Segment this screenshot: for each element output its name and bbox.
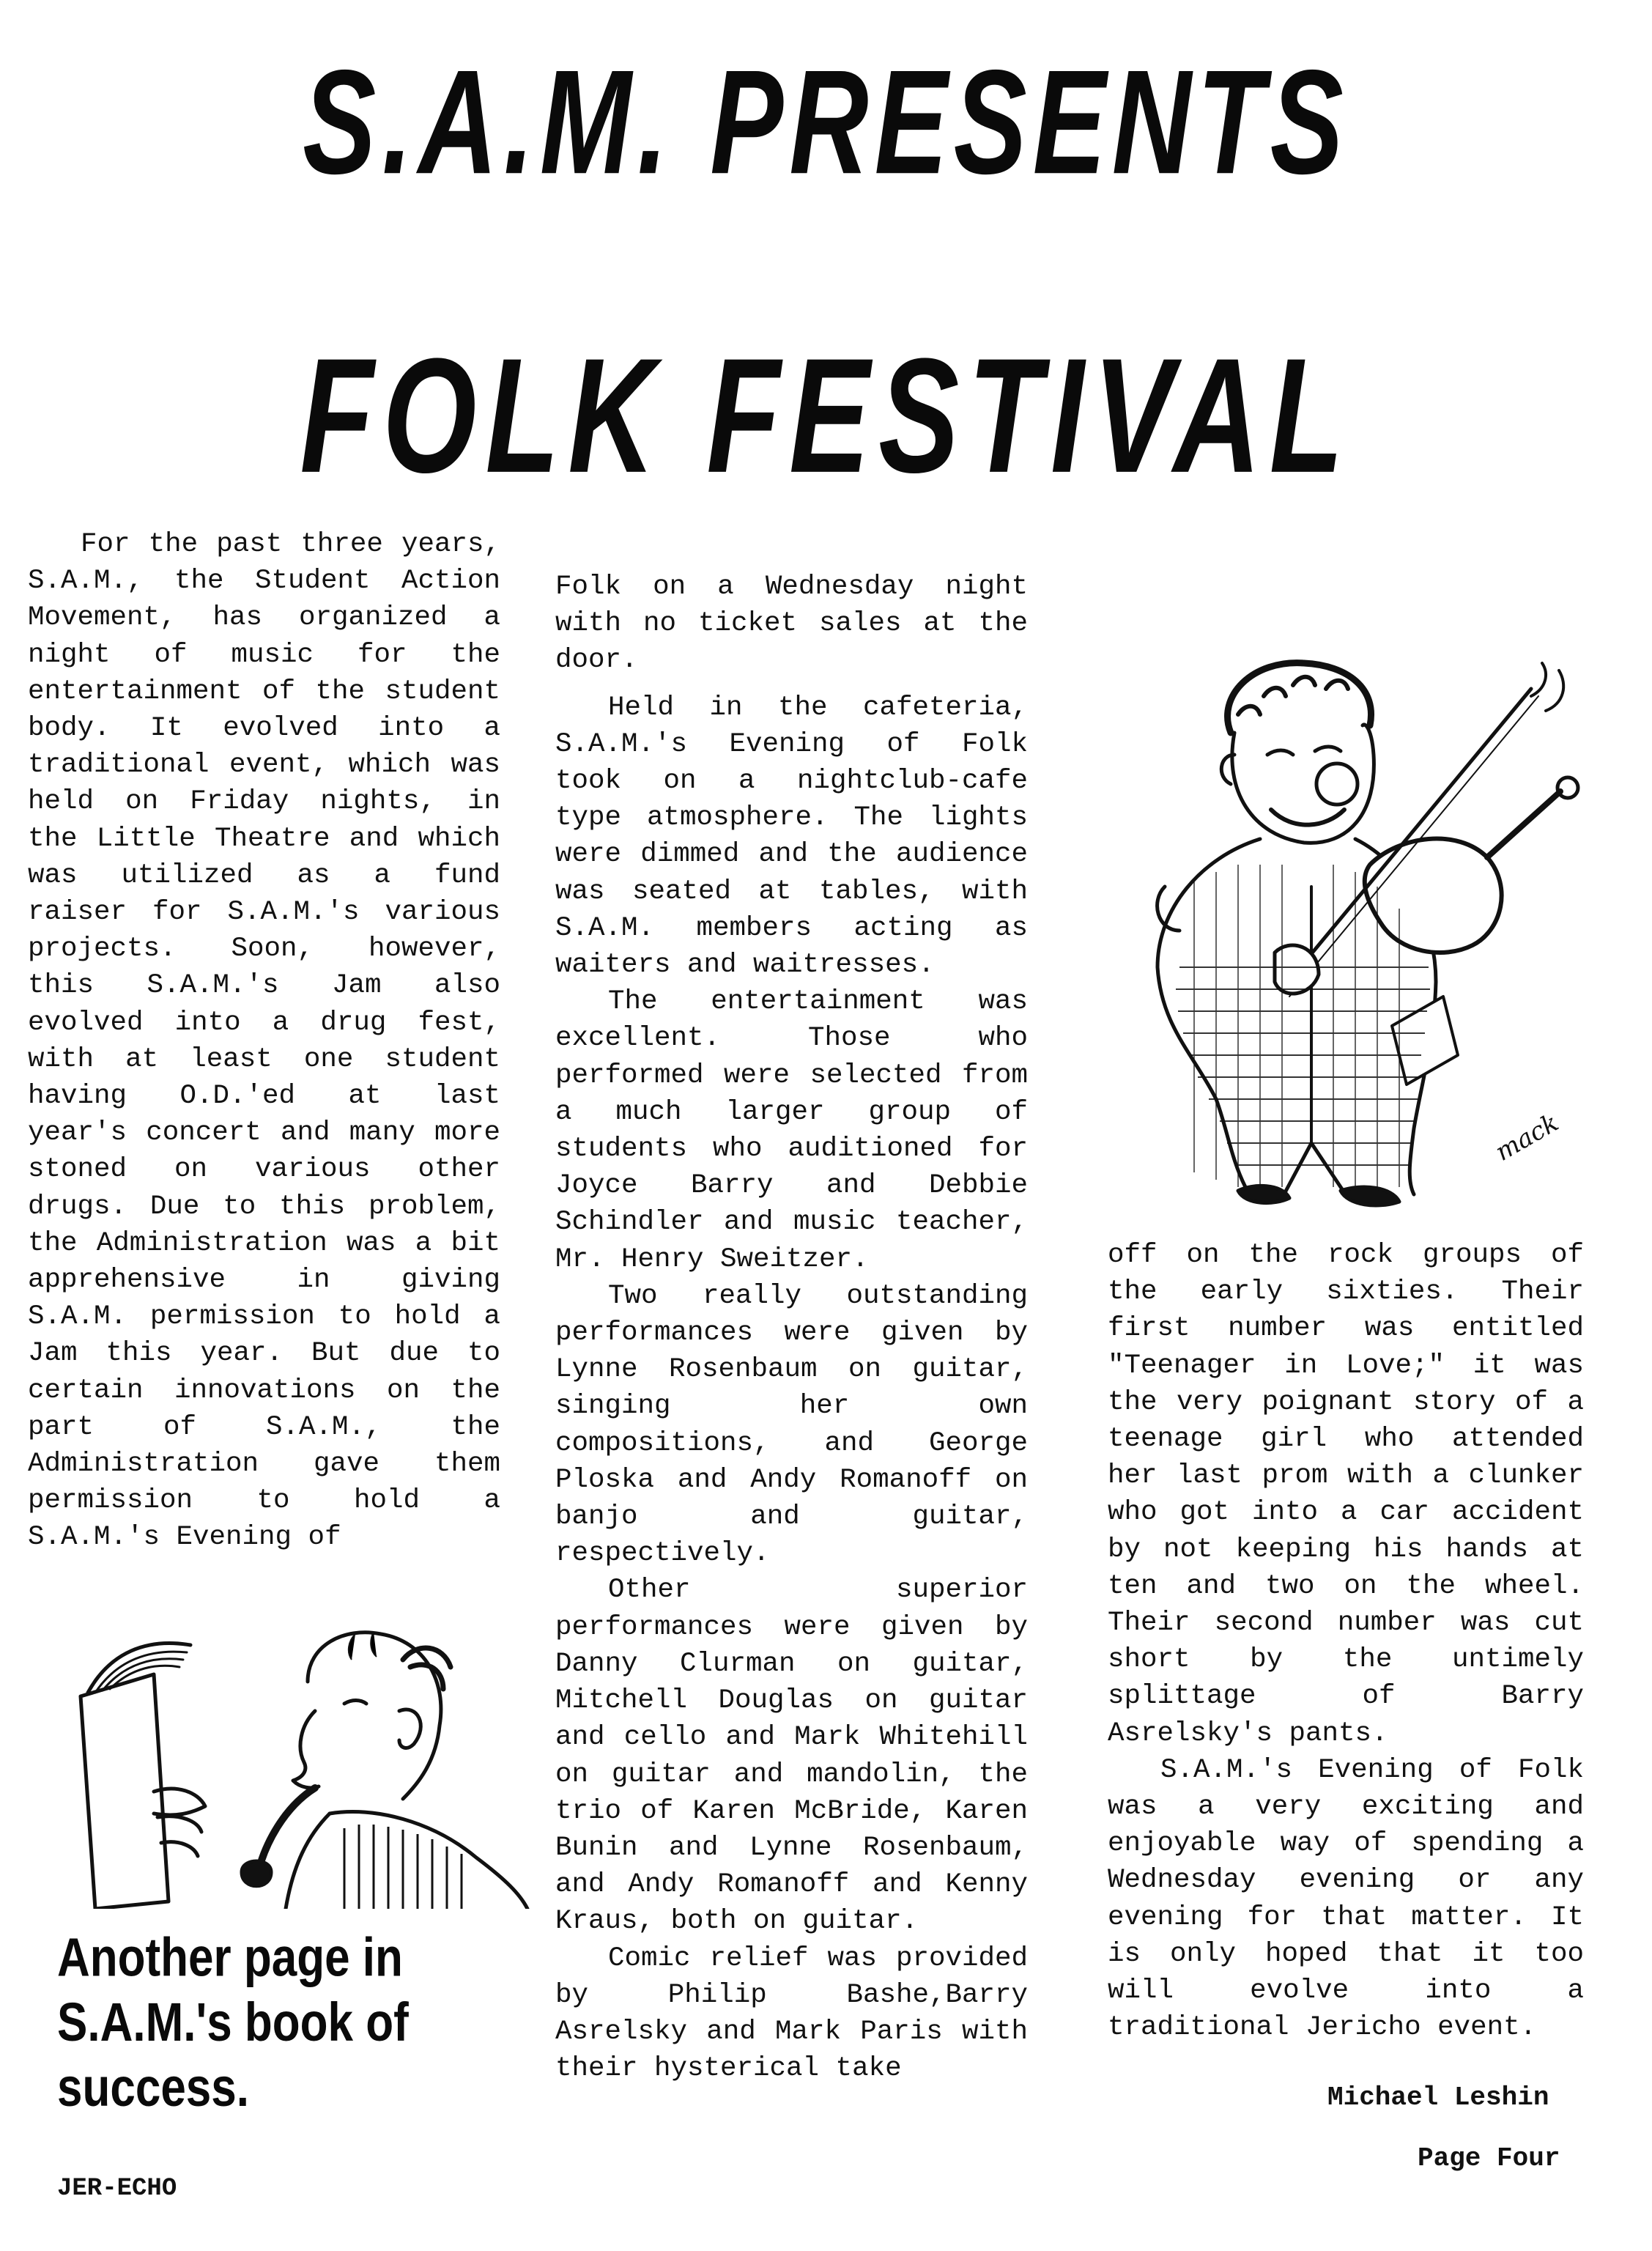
article-column-2 — [555, 569, 1028, 2087]
article-paragraph: Folk on a Wednesday night with no ticket sales at the door. — [555, 572, 1028, 676]
violinist-cartoon-illustration — [1092, 645, 1604, 1209]
article-paragraph: Other superior performances were given by Danny Clurman on guitar, Mitchell Douglas on guitar and cello and Mark Whitehill on guitar and mandolin, the trio of Karen McBride, Karen Bunin and Lynne Rosenbaum, and Andy Romanoff and Kenny Kraus, both on guitar. — [555, 1575, 1028, 1937]
headline-sam-presents: S.A.M. PRESENTS — [303, 38, 1349, 205]
article-paragraph: Comic relief was provided by Philip Bashe,Barry Asrelsky and Mark Paris with their hysterical take — [555, 1943, 1028, 2085]
author-byline: Michael Leshin — [1327, 2082, 1549, 2113]
reader-with-pipe-cartoon-illustration — [66, 1623, 535, 1909]
article-column-1 — [28, 526, 500, 1556]
article-paragraph: Two really outstanding performances were given by Lynne Rosenbaum on guitar, singing her own compositions, and George Ploska and Andy Romanoff on banjo and guitar, respectively. — [555, 1280, 1028, 1570]
article-paragraph: The entertainment was excellent. Those who performed were selected from a much larger group of students who auditioned for Joyce Barry and Debbie Schindler and music teacher, Mr. Henry Sweitzer. — [555, 986, 1028, 1275]
article-paragraph: Held in the cafeteria, S.A.M.'s Evening of Folk took on a nightclub-cafe type atmosphere. The lights were dimmed and the audience was seated at tables, with S.A.M. members acting as waiters and waitresses. — [555, 692, 1028, 981]
article-column-3 — [1108, 1237, 1584, 2046]
cartoon-caption: Another page in S.A.M.'s book of success. — [57, 1927, 409, 2118]
article-paragraph: S.A.M.'s Evening of Folk was a very exciting and enjoyable way of spending a Wednesday evening or any evening for that matter. It is only hoped that it too will evolve into a traditional Jericho event. — [1108, 1754, 1584, 2044]
illustration-signature: mack — [1490, 1108, 1564, 1167]
article-paragraph: For the past three years, S.A.M., the Student Action Movement, has organized a night of music for the entertainment of the student body. It evolved into a traditional event, which was held on Friday nights, in the Little Theatre and which was utilized as a fund raiser for S.A.M.'s various projects. Soon, however, this S.A.M.'s Jam also evolved into a drug fest, with at least one student having O.D.'ed at last year's concert and many more stoned on various other drugs. Due to this problem, the Administration was a bit apprehensive in giving S.A.M. permission to hold a Jam this year. But due to certain innovations on the part of S.A.M., the Administration gave them permission to hold a S.A.M.'s Evening of — [28, 529, 500, 1553]
article-paragraph: off on the rock groups of the early sixties. Their first number was entitled "Teenager in Love;" it was the very poignant story of a teenage girl who attended her last prom with a clunker who got into a car accident by not keeping his hands at ten and two on the wheel. Their second number was cut short by the untimely splittage of Barry Asrelsky's pants. — [1108, 1240, 1584, 1749]
page-number: Page Four — [1418, 2143, 1560, 2173]
publication-name: JER-ECHO — [57, 2175, 177, 2203]
headline-folk-festival: FOLK FESTIVAL — [300, 324, 1352, 507]
